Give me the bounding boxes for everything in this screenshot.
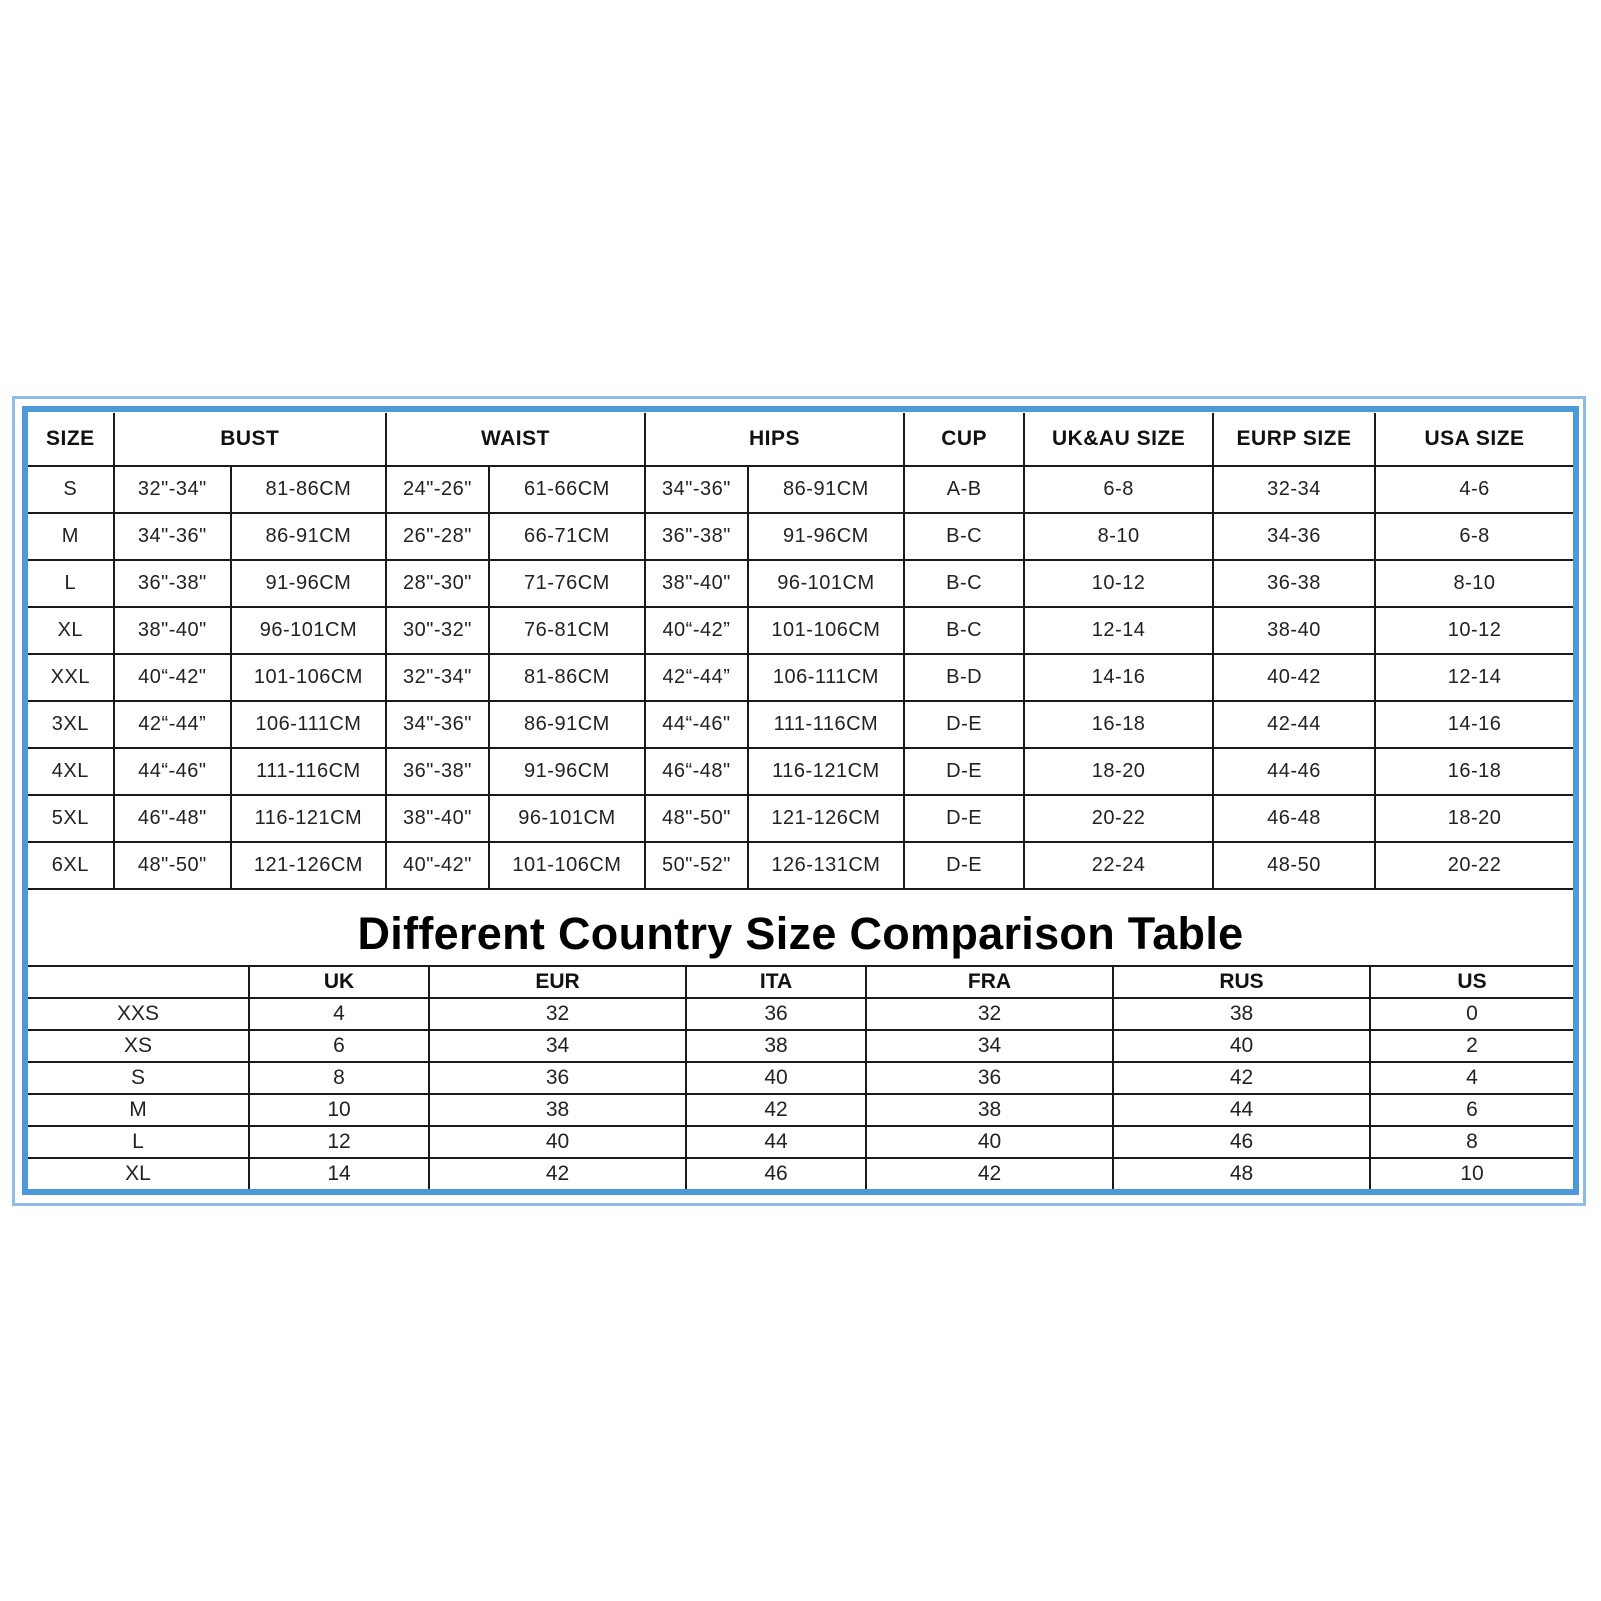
comparison-cell-eur: 42 [429, 1158, 686, 1189]
cell-hips-cm: 121-126CM [748, 795, 904, 842]
comparison-cell-us: 6 [1370, 1094, 1573, 1126]
cell-bust-cm: 111-116CM [231, 748, 386, 795]
cell-hips-cm: 116-121CM [748, 748, 904, 795]
cell-bust-cm: 91-96CM [231, 560, 386, 607]
cell-bust-in: 36"-38" [114, 560, 231, 607]
comparison-cell-fra: 32 [866, 998, 1113, 1030]
cell-eurp: 44-46 [1213, 748, 1375, 795]
cell-size: XL [28, 607, 114, 654]
cell-usa: 4-6 [1375, 466, 1573, 513]
comparison-cell-us: 10 [1370, 1158, 1573, 1189]
cell-waist-in: 36"-38" [386, 748, 489, 795]
size-row [28, 466, 1573, 513]
cell-usa: 10-12 [1375, 607, 1573, 654]
cell-hips-cm: 86-91CM [748, 466, 904, 513]
cell-waist-cm: 76-81CM [489, 607, 645, 654]
cell-ukau: 10-12 [1024, 560, 1213, 607]
comparison-cell-uk: 10 [249, 1094, 429, 1126]
cell-hips-cm: 106-111CM [748, 654, 904, 701]
comparison-cell-fra: 40 [866, 1126, 1113, 1158]
cell-eurp: 42-44 [1213, 701, 1375, 748]
cell-bust-in: 44“-46" [114, 748, 231, 795]
cell-size: L [28, 560, 114, 607]
cell-usa: 6-8 [1375, 513, 1573, 560]
cell-waist-cm: 61-66CM [489, 466, 645, 513]
comparison-cell-eur: 32 [429, 998, 686, 1030]
cell-ukau: 6-8 [1024, 466, 1213, 513]
cell-hips-in: 36"-38" [645, 513, 748, 560]
size-chart-table [28, 413, 1573, 890]
comparison-cell-size: M [28, 1094, 249, 1126]
cell-waist-in: 38"-40" [386, 795, 489, 842]
cell-size: 3XL [28, 701, 114, 748]
cell-hips-cm: 111-116CM [748, 701, 904, 748]
cell-usa: 8-10 [1375, 560, 1573, 607]
cell-cup: B-C [904, 607, 1024, 654]
comparison-cell-rus: 40 [1113, 1030, 1370, 1062]
size-row [28, 701, 1573, 748]
comparison-cell-fra: 38 [866, 1094, 1113, 1126]
comparison-row [28, 998, 1573, 1030]
cell-bust-in: 42“-44” [114, 701, 231, 748]
cell-waist-in: 28"-30" [386, 560, 489, 607]
comparison-header-uk: UK [249, 966, 429, 998]
size-row [28, 795, 1573, 842]
comparison-cell-size: XXS [28, 998, 249, 1030]
comparison-cell-uk: 12 [249, 1126, 429, 1158]
comparison-row [28, 1158, 1573, 1189]
cell-ukau: 14-16 [1024, 654, 1213, 701]
size-row [28, 513, 1573, 560]
cell-bust-cm: 86-91CM [231, 513, 386, 560]
comparison-cell-rus: 44 [1113, 1094, 1370, 1126]
comparison-header-fra: FRA [866, 966, 1113, 998]
cell-waist-in: 40"-42" [386, 842, 489, 889]
cell-eurp: 32-34 [1213, 466, 1375, 513]
cell-waist-cm: 66-71CM [489, 513, 645, 560]
cell-eurp: 40-42 [1213, 654, 1375, 701]
comparison-cell-us: 2 [1370, 1030, 1573, 1062]
cell-hips-in: 50"-52" [645, 842, 748, 889]
comparison-cell-ita: 36 [686, 998, 866, 1030]
cell-cup: B-C [904, 560, 1024, 607]
size-row [28, 654, 1573, 701]
cell-ukau: 18-20 [1024, 748, 1213, 795]
cell-bust-cm: 101-106CM [231, 654, 386, 701]
size-chart-body [28, 466, 1573, 889]
comparison-cell-ita: 42 [686, 1094, 866, 1126]
comparison-cell-fra: 34 [866, 1030, 1113, 1062]
cell-usa: 20-22 [1375, 842, 1573, 889]
cell-hips-in: 42“-44” [645, 654, 748, 701]
cell-waist-cm: 91-96CM [489, 748, 645, 795]
header-hips: HIPS [645, 413, 904, 466]
comparison-body [28, 998, 1573, 1189]
cell-bust-in: 46"-48" [114, 795, 231, 842]
header-eurp-size: EURP SIZE [1213, 413, 1375, 466]
header-size: SIZE [28, 413, 114, 466]
cell-cup: D-E [904, 842, 1024, 889]
cell-bust-in: 48"-50" [114, 842, 231, 889]
comparison-cell-us: 8 [1370, 1126, 1573, 1158]
cell-bust-in: 32"-34" [114, 466, 231, 513]
cell-hips-in: 40“-42” [645, 607, 748, 654]
comparison-cell-size: XS [28, 1030, 249, 1062]
comparison-cell-size: L [28, 1126, 249, 1158]
cell-eurp: 38-40 [1213, 607, 1375, 654]
cell-waist-in: 32"-34" [386, 654, 489, 701]
cell-ukau: 22-24 [1024, 842, 1213, 889]
header-waist: WAIST [386, 413, 645, 466]
comparison-cell-rus: 42 [1113, 1062, 1370, 1094]
comparison-header-row [28, 966, 1573, 998]
cell-cup: D-E [904, 748, 1024, 795]
cell-cup: D-E [904, 701, 1024, 748]
cell-ukau: 20-22 [1024, 795, 1213, 842]
header-ukau-size: UK&AU SIZE [1024, 413, 1213, 466]
comparison-title-band [28, 902, 1573, 965]
comparison-row [28, 1094, 1573, 1126]
cell-eurp: 46-48 [1213, 795, 1375, 842]
cell-ukau: 16-18 [1024, 701, 1213, 748]
cell-bust-cm: 81-86CM [231, 466, 386, 513]
comparison-cell-uk: 6 [249, 1030, 429, 1062]
cell-usa: 18-20 [1375, 795, 1573, 842]
cell-hips-cm: 101-106CM [748, 607, 904, 654]
comparison-cell-ita: 38 [686, 1030, 866, 1062]
cell-waist-cm: 86-91CM [489, 701, 645, 748]
comparison-row [28, 1062, 1573, 1094]
cell-size: XXL [28, 654, 114, 701]
cell-size: 5XL [28, 795, 114, 842]
comparison-cell-fra: 36 [866, 1062, 1113, 1094]
cell-waist-cm: 96-101CM [489, 795, 645, 842]
comparison-cell-uk: 14 [249, 1158, 429, 1189]
cell-eurp: 36-38 [1213, 560, 1375, 607]
comparison-cell-size: S [28, 1062, 249, 1094]
cell-waist-cm: 81-86CM [489, 654, 645, 701]
comparison-cell-rus: 46 [1113, 1126, 1370, 1158]
comparison-header-rus: RUS [1113, 966, 1370, 998]
cell-usa: 12-14 [1375, 654, 1573, 701]
comparison-cell-eur: 34 [429, 1030, 686, 1062]
comparison-cell-ita: 44 [686, 1126, 866, 1158]
comparison-row [28, 1030, 1573, 1062]
cell-hips-in: 34"-36" [645, 466, 748, 513]
cell-bust-cm: 121-126CM [231, 842, 386, 889]
cell-hips-in: 38"-40" [645, 560, 748, 607]
cell-size: 4XL [28, 748, 114, 795]
size-row [28, 748, 1573, 795]
cell-hips-cm: 91-96CM [748, 513, 904, 560]
cell-cup: A-B [904, 466, 1024, 513]
comparison-cell-fra: 42 [866, 1158, 1113, 1189]
comparison-header-eur: EUR [429, 966, 686, 998]
header-bust: BUST [114, 413, 386, 466]
comparison-cell-eur: 40 [429, 1126, 686, 1158]
cell-usa: 14-16 [1375, 701, 1573, 748]
cell-hips-in: 46“-48" [645, 748, 748, 795]
header-usa-size: USA SIZE [1375, 413, 1573, 466]
cell-waist-in: 30"-32" [386, 607, 489, 654]
comparison-cell-ita: 40 [686, 1062, 866, 1094]
size-row [28, 607, 1573, 654]
cell-bust-cm: 96-101CM [231, 607, 386, 654]
cell-cup: D-E [904, 795, 1024, 842]
cell-usa: 16-18 [1375, 748, 1573, 795]
comparison-row [28, 1126, 1573, 1158]
comparison-cell-eur: 36 [429, 1062, 686, 1094]
cell-bust-in: 40“-42" [114, 654, 231, 701]
comparison-cell-us: 0 [1370, 998, 1573, 1030]
cell-ukau: 12-14 [1024, 607, 1213, 654]
cell-bust-cm: 106-111CM [231, 701, 386, 748]
cell-hips-cm: 96-101CM [748, 560, 904, 607]
comparison-cell-us: 4 [1370, 1062, 1573, 1094]
country-comparison-table [28, 965, 1573, 1189]
comparison-cell-size: XL [28, 1158, 249, 1189]
cell-size: S [28, 466, 114, 513]
cell-bust-in: 38"-40" [114, 607, 231, 654]
cell-hips-in: 48"-50" [645, 795, 748, 842]
header-cup: CUP [904, 413, 1024, 466]
size-row [28, 560, 1573, 607]
cell-hips-in: 44“-46" [645, 701, 748, 748]
cell-bust-cm: 116-121CM [231, 795, 386, 842]
cell-size: 6XL [28, 842, 114, 889]
comparison-header-size [28, 966, 249, 998]
cell-waist-cm: 71-76CM [489, 560, 645, 607]
size-chart-header-row [28, 413, 1573, 466]
comparison-cell-uk: 4 [249, 998, 429, 1030]
cell-cup: B-C [904, 513, 1024, 560]
size-row [28, 842, 1573, 889]
cell-bust-in: 34"-36" [114, 513, 231, 560]
cell-cup: B-D [904, 654, 1024, 701]
comparison-cell-rus: 48 [1113, 1158, 1370, 1189]
comparison-title: Different Country Size Comparison Table [357, 907, 1244, 959]
comparison-cell-ita: 46 [686, 1158, 866, 1189]
cell-waist-in: 26"-28" [386, 513, 489, 560]
comparison-cell-rus: 38 [1113, 998, 1370, 1030]
comparison-header-us: US [1370, 966, 1573, 998]
cell-waist-in: 34"-36" [386, 701, 489, 748]
cell-size: M [28, 513, 114, 560]
comparison-cell-eur: 38 [429, 1094, 686, 1126]
comparison-cell-uk: 8 [249, 1062, 429, 1094]
cell-ukau: 8-10 [1024, 513, 1213, 560]
cell-hips-cm: 126-131CM [748, 842, 904, 889]
cell-waist-in: 24"-26" [386, 466, 489, 513]
comparison-header-ita: ITA [686, 966, 866, 998]
cell-eurp: 48-50 [1213, 842, 1375, 889]
cell-eurp: 34-36 [1213, 513, 1375, 560]
cell-waist-cm: 101-106CM [489, 842, 645, 889]
